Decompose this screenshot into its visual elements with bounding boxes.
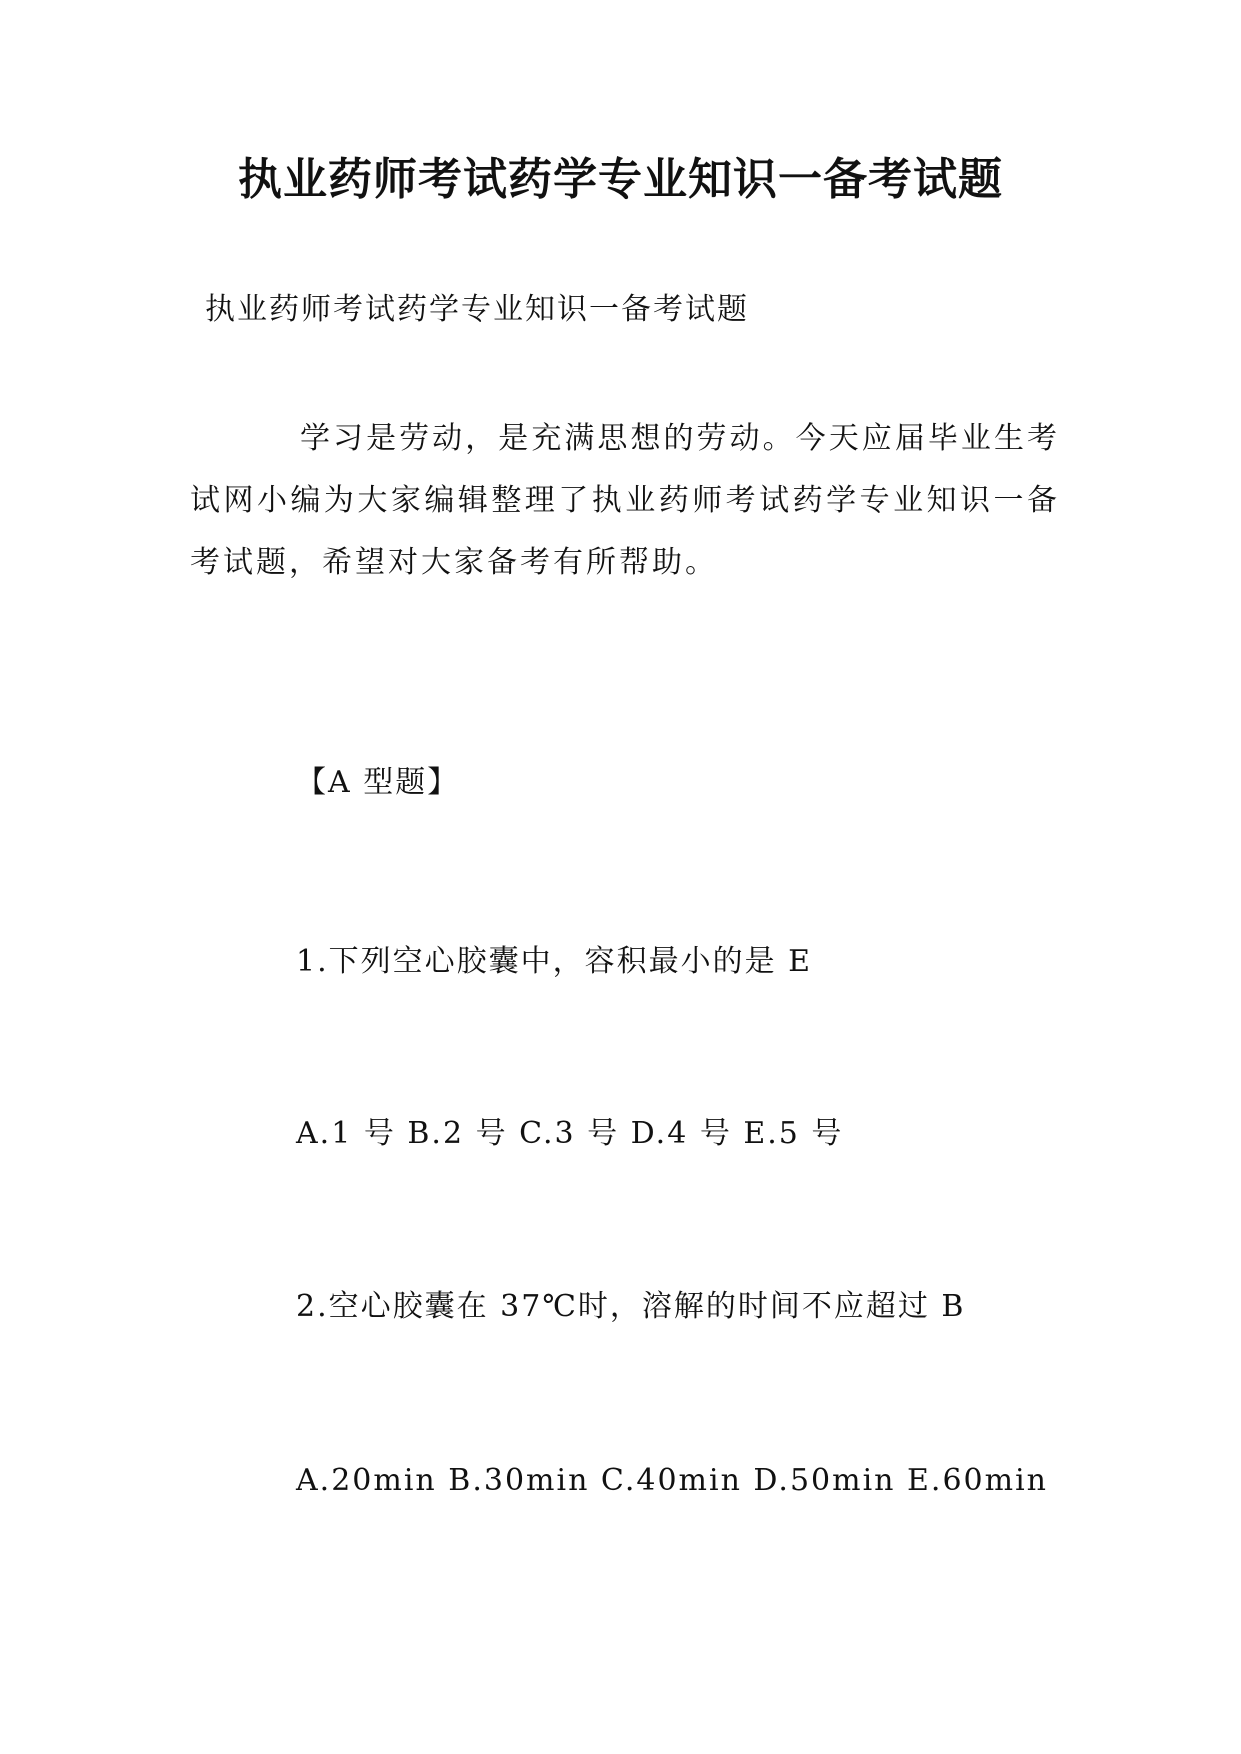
question-1-text: 1.下列空心胶囊中，容积最小的是 E xyxy=(296,944,813,979)
section-heading: 【A 型题】 xyxy=(296,765,460,800)
question-2-text: 2.空心胶囊在 37℃时，溶解的时间不应超过 B xyxy=(296,1289,966,1324)
document-subtitle: 执业药师考试药学专业知识一备考试题 xyxy=(205,292,749,327)
question-1-options: A.1 号 B.2 号 C.3 号 D.4 号 E.5 号 xyxy=(296,1116,844,1151)
document-title: 执业药师考试药学专业知识一备考试题 xyxy=(238,154,1003,205)
question-2-options: A.20min B.30min C.40min D.50min E.60min xyxy=(296,1463,1048,1498)
intro-paragraph: 学习是劳动，是充满思想的劳动。今天应届毕业生考试网小编为大家编辑整理了执业药师考试药学专业知识一备考试题，希望对大家备考有所帮助。 xyxy=(190,421,1060,580)
